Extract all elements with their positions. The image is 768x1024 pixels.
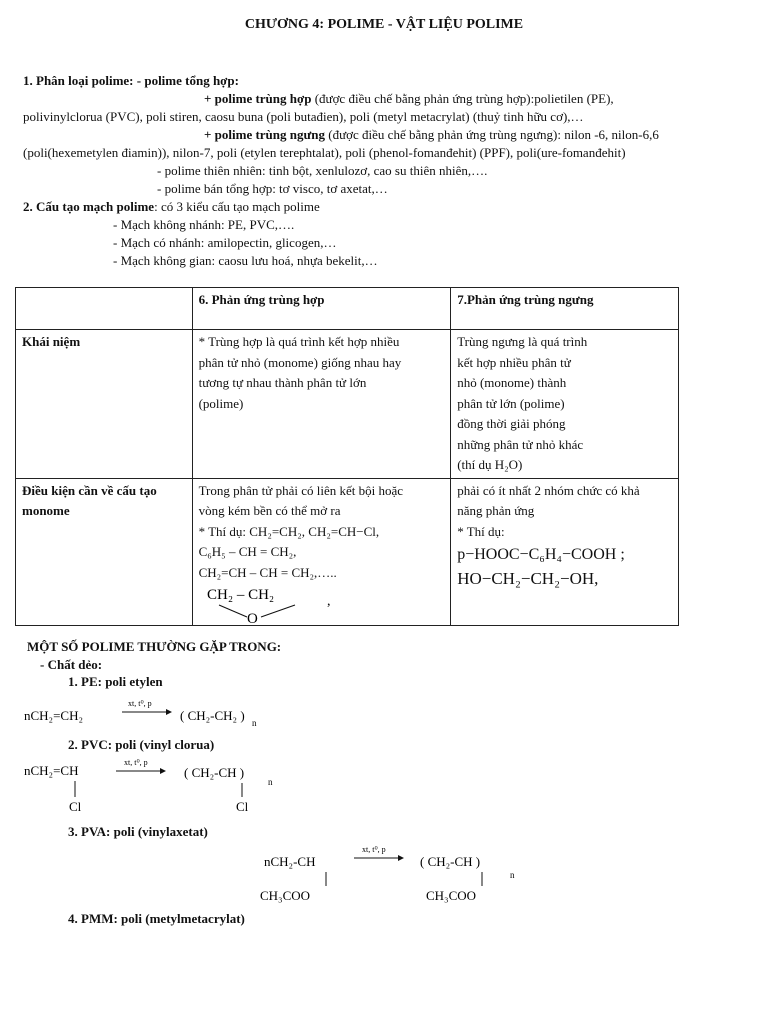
pva-product: ( CH₂-CH )	[420, 854, 481, 869]
section1-heading: 1. Phân loại polime: - polime tổng hợp:	[23, 73, 239, 88]
pe-product: ( CH₂-CH₂ )	[180, 708, 245, 723]
section2-item: - Mạch không nhánh: PE, PVC,….	[113, 217, 295, 232]
cell-line: Trong phân tử phải có liên kết bội hoặc	[198, 482, 403, 498]
table-cell-concept-condensation	[451, 330, 679, 479]
pvc-n: n	[268, 777, 273, 787]
line1-rest: (được điều chế bằng phản ứng trùng hợp):polietilen (PE),	[311, 91, 614, 106]
line3-rest: (được điều chế bằng phản ứng trùng ngưng): nilon -6, nilon-6,6	[325, 127, 659, 142]
section1-line2: polivinylclorua (PVC), poli stiren, caosu buna (poli butađien), poli (metyl metacrylat) (thuỷ tinh hữu cơ),…	[23, 109, 584, 124]
pe-arrowhead	[166, 709, 172, 715]
ring-bottom-text: O	[246, 611, 258, 623]
pva-reactant: nCH₂-CH	[264, 854, 316, 869]
polymer-pvc-title: 2. PVC: poli (vinyl clorua)	[68, 737, 215, 752]
cell-line: năng phản ứng	[457, 503, 535, 518]
pva-condition: xt, t⁰, p	[362, 845, 386, 854]
cell-line: monome	[22, 503, 70, 518]
cell-line: nhỏ (monome) thành	[457, 375, 567, 390]
section2-item: - Mạch không gian: caosu lưu hoá, nhựa bekelit,…	[113, 253, 378, 268]
table-row-condition	[16, 478, 679, 626]
table-cell-condition-condensation	[451, 478, 679, 626]
cell-line: những phân tử nhỏ khác	[457, 436, 584, 452]
section2-heading	[23, 198, 320, 215]
cell-line: C₆H₅ – CH = CH₂,	[198, 544, 297, 559]
cell-line: * Thí dụ: CH₂=CH₂, CH₂=CH−Cl,	[198, 523, 380, 539]
pe-reactant: nCH₂=CH₂	[24, 708, 84, 723]
table-cell-concept-polymerization	[192, 330, 451, 479]
section1-line6: - polime bán tổng hợp: tơ visco, tơ axetat,…	[157, 181, 388, 196]
section1-line5: - polime thiên nhiên: tinh bột, xenlulozơ, cao su thiên nhiên,….	[157, 163, 488, 178]
pe-reaction-svg	[20, 692, 280, 728]
table-header-condensation: 7.Phản ứng trùng ngưng	[451, 288, 679, 330]
formula-ethylene-glycol: HO−CH₂−CH₂−OH,	[457, 569, 599, 588]
table-cell-empty	[16, 288, 193, 330]
section1-line4: (poli(hexemetylen điamin)), nilon-7, poli (etylen terephtalat), poli (phenol-fomanđehit) (PPF), poli(ure-fomanđehit)	[23, 145, 626, 160]
cell-line: (thí dụ H₂O)	[457, 457, 523, 472]
section1-line3	[204, 126, 659, 143]
ring-top-text: CH₂ – CH₂	[206, 587, 274, 603]
ethylene-oxide-ring	[199, 583, 445, 623]
ring-bond-left	[219, 605, 247, 617]
cell-line: Trùng ngưng là quá trình	[457, 334, 588, 349]
cell-line: đồng thời giải phóng	[457, 416, 566, 431]
pvc-condition: xt, t⁰, p	[124, 758, 148, 767]
section2-heading-rest: : có 3 kiểu cấu tạo mạch polime	[154, 199, 320, 214]
pva-arrowhead	[398, 855, 404, 861]
table-row-concept	[16, 330, 679, 479]
table-cell-condition-polymerization	[192, 478, 451, 626]
line1-bold: + polime trùng hợp	[204, 91, 312, 106]
section1-line1	[204, 90, 614, 107]
formula-terephthalic: p−HOOC−C₆H₄−COOH ;	[457, 546, 625, 563]
polymer-pmm-title: 4. PMM: poli (metylmetacrylat)	[68, 911, 245, 926]
cell-line: * Trùng hợp là quá trình kết hợp nhiều	[198, 334, 400, 349]
cell-line: phân tử lớn (polime)	[457, 395, 565, 411]
comparison-table	[15, 287, 679, 626]
polymer-pva-title: 3. PVA: poli (vinylaxetat)	[68, 824, 208, 839]
polymer-pe-title: 1. PE: poli etylen	[68, 674, 163, 689]
cell-line: CH₂=CH – CH = CH₂,…..	[198, 564, 337, 580]
cell-line: * Thí dụ:	[457, 523, 505, 539]
pvc-reactant: nCH₂=CH	[24, 763, 79, 778]
ring-bond-right	[261, 605, 295, 617]
table-row-label: Khái niệm	[16, 330, 193, 479]
pva-product-sub: CH₃COO	[426, 888, 477, 903]
cell-line: Điều kiện cần về cấu tạo	[22, 482, 157, 498]
section3-heading: MỘT SỐ POLIME THƯỜNG GẶP TRONG:	[27, 639, 282, 654]
pva-reactant-sub: CH₃COO	[260, 888, 311, 903]
pvc-product-sub: Cl	[236, 799, 249, 814]
table-header-row	[16, 288, 679, 330]
section3-sub: - Chất dẻo:	[40, 657, 103, 672]
pvc-product: ( CH₂-CH )	[184, 765, 245, 780]
pvc-arrowhead	[160, 768, 166, 774]
section2-item: - Mạch có nhánh: amilopectin, glicogen,…	[113, 235, 337, 250]
section2-heading-bold: 2. Cấu tạo mạch polime	[23, 199, 155, 214]
cell-line: phải có ít nhất 2 nhóm chức có khả	[457, 482, 640, 498]
pe-n: n	[252, 718, 257, 728]
ring-svg	[199, 583, 339, 623]
table-row-label	[16, 478, 193, 626]
cell-line: kết hợp nhiều phân tử	[457, 354, 571, 370]
pva-reaction-svg	[258, 838, 528, 908]
ring-comma: ,	[326, 594, 331, 609]
table-header-polymerization: 6. Phản ứng trùng hợp	[192, 288, 451, 330]
pvc-reactant-sub: Cl	[69, 799, 82, 814]
pe-condition: xt, t⁰, p	[128, 699, 152, 708]
cell-line: phân tử nhỏ (monome) giống nhau hay	[198, 354, 402, 370]
page-title: CHƯƠNG 4: POLIME - VẬT LIỆU POLIME	[244, 17, 524, 32]
cell-line: vòng kém bền có thể mở ra	[198, 503, 341, 518]
cell-line: (polime)	[198, 395, 244, 411]
cell-line: tương tự nhau thành phân tử lớn	[198, 375, 367, 390]
line3-bold: + polime trùng ngưng	[204, 127, 326, 142]
pva-n: n	[510, 870, 515, 880]
pvc-reaction-svg	[20, 755, 290, 815]
